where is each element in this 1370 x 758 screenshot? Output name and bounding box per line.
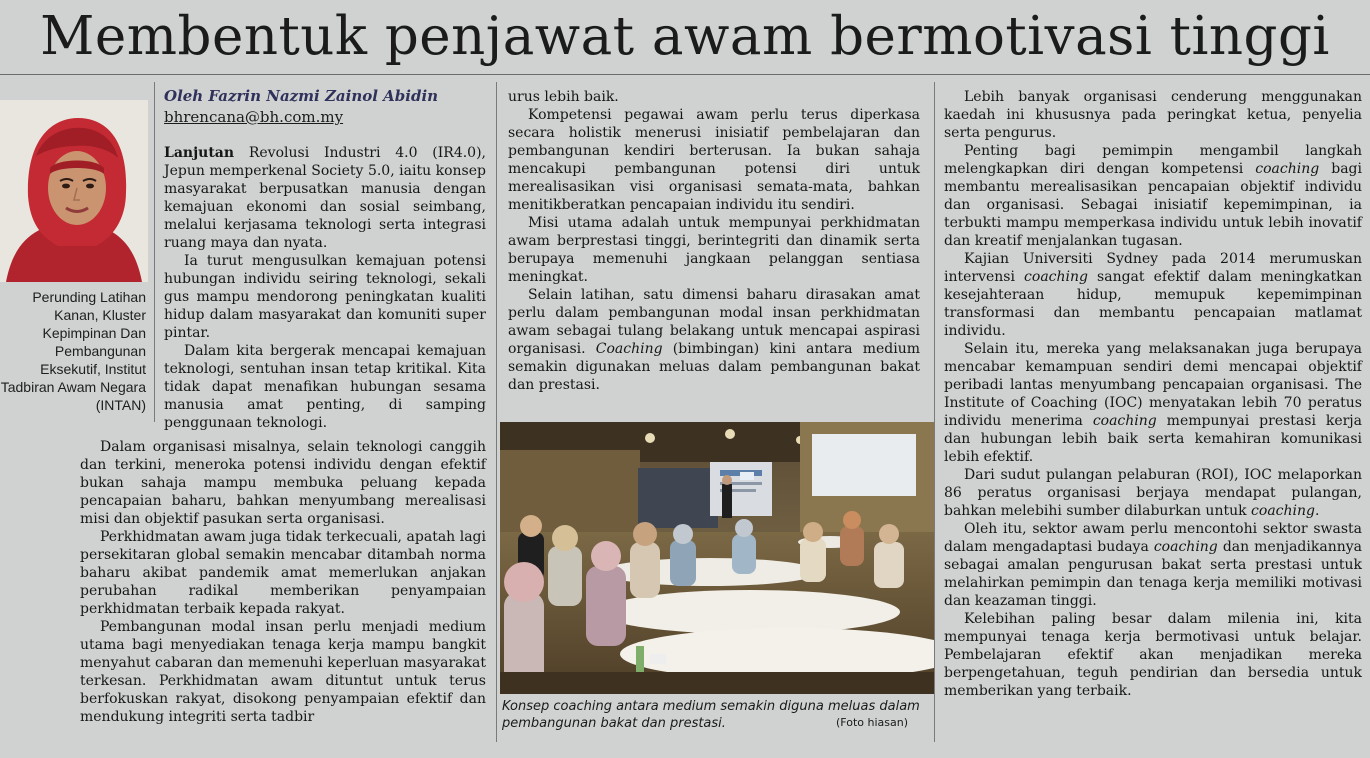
author-email-link[interactable]: bhrencana@bh.com.my xyxy=(164,108,344,126)
paragraph xyxy=(944,142,1362,250)
paragraph xyxy=(508,286,920,394)
emphasis: coaching xyxy=(1251,503,1315,519)
paragraph: Ia turut mengusulkan kemajuan potensi hubungan individu seiring teknologi, sekali gus mampu mendorong peningkatan kualiti hidup dalam masyarakat dan komuniti super pintar. xyxy=(164,253,486,341)
paragraph-text: Kajian Universiti Sydney pada 2014 merumuskan intervensi xyxy=(944,251,1362,285)
article-column-2 xyxy=(508,88,920,394)
paragraph-text: Penting bagi pemimpin mengambil langkah melengkapkan diri dengan kompetensi xyxy=(944,143,1362,177)
photo-caption: Konsep coaching antara medium semakin diguna meluas dalam pembangunan bakat dan prestasi. xyxy=(502,699,920,731)
photo-credit: (Foto hiasan) xyxy=(836,716,908,729)
training-session-photo xyxy=(500,422,934,694)
paragraph-text: bagi membantu merealisasikan pencapaian objektif individu dan organisasi. Sebagai inisiatif kepemimpinan, ia terbukti mampu memperkasa individu untuk lebih inovatif dan kreatif menjalankan tugasan. xyxy=(944,161,1362,249)
paragraph: Pembangunan modal insan perlu menjadi medium utama bagi menyediakan tenaga kerja mampu bangkit menyahut cabaran dan memenuhi keperluan masyarakat terkesan. Perkhidmatan awam dituntut untuk terus berfokuskan rakyat, disokong penyampaian efektif dan mendukung integriti serta tadbir xyxy=(80,619,486,725)
emphasis: Coaching xyxy=(595,341,663,357)
article-column-3 xyxy=(944,88,1362,700)
paragraph-text: Revolusi Industri 4.0 (IR4.0), Jepun memperkenal Society 5.0, iaitu konsep masyarakat berpusatkan manusia dengan kemajuan ekonomi dan sosial seimbang, melalui kerjasama teknologi serta integrasi ruang maya dan nyata. xyxy=(164,145,486,251)
paragraph-text: (bimbingan) kini antara medium semakin digunakan meluas dalam pembangunan bakat dan prestasi. xyxy=(508,341,920,393)
emphasis: coaching xyxy=(1024,269,1088,285)
paragraph: Lebih banyak organisasi cenderung menggunakan kaedah ini khususnya pada peringkat ketua, penyelia serta pengurus. xyxy=(944,89,1362,141)
byline xyxy=(164,86,494,128)
paragraph-text: Selain latihan, satu dimensi baharu dirasakan amat perlu dalam pembangunan modal insan perkhidmatan awam sebagai tulang belakang untuk mencapai aspirasi organisasi. xyxy=(508,287,920,357)
author-title-caption: Perunding Latihan Kanan, Kluster Kepimpinan Dan Pembangunan Eksekutif, Institut Tadbiran Awam Negara (INTAN) xyxy=(0,289,146,413)
paragraph: Kompetensi pegawai awam perlu terus diperkasa secara holistik menerusi inisiatif pembelajaran dan pembangunan kendiri berterusan. Ia bukan sahaja mencakupi pembangunan potensi diri untuk merealisasikan visi organisasi semata-mata, bahkan menitikberatkan pencapaian individu itu sendiri. xyxy=(508,107,920,213)
column-divider-1 xyxy=(154,82,155,422)
headline-rule xyxy=(0,74,1370,75)
author-name: Oleh Fazrin Nazmi Zainol Abidin xyxy=(164,87,439,105)
emphasis: coaching xyxy=(1255,161,1320,177)
column-divider-3 xyxy=(934,82,935,742)
paragraph xyxy=(944,466,1362,520)
paragraph-text: Selain itu, mereka yang melaksanakan juga berupaya mencabar kemampuan sendiri demi mencapai objektif peribadi lantas menyumbang pencapaian organisasi. The Institute of Coaching (IOC) menyatakan lebih 70 peratus individu menerima xyxy=(944,341,1362,429)
paragraph-text: sangat efektif dalam meningkatkan kesejahteraan hidup, memupuk kepemimpinan transformasi dan membantu pencapaian matlamat individu. xyxy=(944,269,1362,339)
lead-word: Lanjutan xyxy=(164,145,235,161)
paragraph-text: Oleh itu, sektor awam perlu mencontohi sektor swasta dalam mengadaptasi budaya xyxy=(944,521,1362,555)
paragraph: Perkhidmatan awam juga tidak terkecuali, apatah lagi persekitaran global semakin mencabar ditambah norma baharu akibat pandemik amat memerlukan anjakan perubahan radikal memberikan penyampaian perkhidmatan terbaik kepada rakyat. xyxy=(80,529,486,617)
paragraph-text: dan menjadikannya sebagai amalan pengurusan bakat serta prestasi untuk melahirkan pemimpin dan tenaga kerja memiliki motivasi dan keazaman tinggi. xyxy=(944,539,1362,609)
author-portrait xyxy=(0,100,148,282)
article-column-1-wide xyxy=(80,438,486,726)
emphasis: coaching xyxy=(1092,413,1157,429)
paragraph: Misi utama adalah untuk mempunyai perkhidmatan awam berprestasi tinggi, berintegriti dan dinamik serta berupaya memenuhi jangkaan pelanggan sentiasa meningkat. xyxy=(508,215,920,285)
paragraph xyxy=(944,250,1362,340)
paragraph: Dalam organisasi misalnya, selain teknologi canggih dan terkini, meneroka potensi individu dengan efektif bukan sahaja mampu membuka peluang kepada pencapaian baharu, bahkan menyumbang merealisasi misi dan objektif pasukan serta organisasi. xyxy=(80,439,486,527)
paragraph xyxy=(944,340,1362,466)
headline: Membentuk penjawat awam bermotivasi tinggi xyxy=(40,6,1330,67)
paragraph: Kelebihan paling besar dalam milenia ini, kita mempunyai tenaga kerja bermotivasi untuk belajar. Pembelajaran efektif akan menjadikan mereka berpengetahuan, teguh pendirian dan bersedia untuk memberikan yang terbaik. xyxy=(944,611,1362,699)
column-divider-2 xyxy=(496,82,497,742)
paragraph xyxy=(164,144,486,252)
article-column-1 xyxy=(164,144,486,432)
paragraph-text: Dari sudut pulangan pelaburan (ROI), IOC melaporkan 86 peratus organisasi berjaya mendapat pulangan, bahkan melebihi sumber dilaburkan untuk xyxy=(944,467,1362,519)
emphasis: coaching xyxy=(1153,539,1218,555)
paragraph-text: . xyxy=(1314,503,1320,519)
paragraph xyxy=(944,520,1362,610)
paragraph-text: mempunyai prestasi kerja dan hubungan lebih baik serta kemahiran komunikasi lebih efektif. xyxy=(944,413,1362,465)
paragraph: urus lebih baik. xyxy=(508,89,619,105)
paragraph: Dalam kita bergerak mencapai kemajuan teknologi, sentuhan insan tetap kritikal. Kita tidak dapat menafikan hubungan sesama manusia amat penting, di samping penggunaan teknologi. xyxy=(164,343,486,431)
